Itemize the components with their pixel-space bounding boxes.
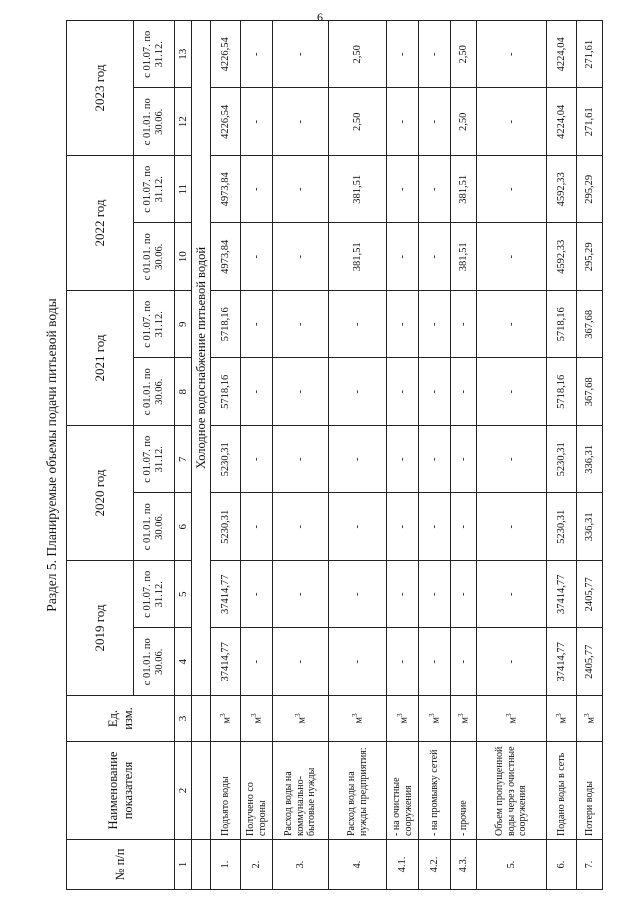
row-value: -: [387, 426, 419, 494]
section-row-spacer: [192, 696, 211, 742]
header-row-main: [67, 21, 134, 890]
row-value: 381,51: [329, 223, 387, 291]
row-value: 2,50: [451, 21, 477, 89]
row-value: -: [477, 291, 547, 359]
row-number: 4.: [329, 840, 387, 890]
row-value: -: [329, 628, 387, 696]
row-value: -: [273, 426, 329, 494]
row-unit: [547, 696, 577, 742]
column-number: 11: [175, 156, 192, 224]
row-name: Расход воды на коммунально-бытовые нужды: [273, 742, 329, 840]
row-value: 2,50: [329, 88, 387, 156]
row-value: -: [477, 628, 547, 696]
row-unit: [241, 696, 273, 742]
row-value: -: [273, 493, 329, 561]
unit-power: 3: [554, 713, 563, 717]
row-name: Подъято воды: [211, 742, 241, 840]
unit-power: 3: [350, 713, 359, 717]
row-value: 5718,16: [547, 291, 577, 359]
header-unit: Ед. изм.: [67, 696, 175, 742]
row-value: -: [387, 561, 419, 629]
table-row: [419, 21, 451, 890]
header-half-first: с 01.01. по 30.06.: [134, 88, 175, 156]
unit-symbol: м: [398, 716, 410, 724]
header-row-column-numbers: [175, 21, 192, 890]
table-row: [577, 21, 603, 890]
unit-symbol: м: [252, 716, 264, 724]
column-number: 7: [175, 426, 192, 494]
header-year-2019: 2019 год: [67, 561, 134, 696]
row-value: -: [273, 88, 329, 156]
row-value: 4224,04: [547, 88, 577, 156]
table-row: [329, 21, 387, 890]
row-value: 2,50: [329, 21, 387, 89]
table-row: [211, 21, 241, 890]
column-number: 1: [175, 840, 192, 890]
row-value: 2405,77: [577, 628, 603, 696]
row-value: 37414,77: [547, 561, 577, 629]
table-row: [477, 21, 547, 890]
row-value: -: [451, 426, 477, 494]
section-row-label: Холодное водоснабжение питьевой водой: [192, 21, 211, 696]
unit-symbol: м: [221, 716, 233, 724]
row-value: -: [273, 291, 329, 359]
row-number: 1.: [211, 840, 241, 890]
row-unit: [577, 696, 603, 742]
row-name: Получено со стороны: [241, 742, 273, 840]
row-value: -: [273, 21, 329, 89]
rotated-table-container: [38, 20, 598, 890]
row-value: -: [477, 21, 547, 89]
row-value: 2,50: [451, 88, 477, 156]
column-number: 5: [175, 561, 192, 629]
row-value: 5230,31: [211, 426, 241, 494]
header-year-2021: 2021 год: [67, 291, 134, 426]
row-value: -: [387, 156, 419, 224]
header-no: № п/п: [67, 840, 175, 890]
row-value: 2405,77: [577, 561, 603, 629]
row-value: 5718,16: [211, 358, 241, 426]
row-value: 4226,54: [211, 21, 241, 89]
water-supply-table: [66, 20, 603, 890]
row-value: -: [419, 21, 451, 89]
header-half-second: с 01.07. по 31.12.: [134, 561, 175, 629]
header-year-2022: 2022 год: [67, 156, 134, 291]
row-value: 4224,04: [547, 21, 577, 89]
row-name: Объем пропущенной воды через очистные сооружения: [477, 742, 547, 840]
header-half-second: с 01.07. по 31.12.: [134, 291, 175, 359]
column-number: 6: [175, 493, 192, 561]
row-value: -: [273, 223, 329, 291]
unit-symbol: м: [585, 716, 597, 724]
section-row-spacer: [192, 742, 211, 840]
row-number: 4.1.: [387, 840, 419, 890]
row-unit: [329, 696, 387, 742]
row-value: 4592,33: [547, 223, 577, 291]
column-number: 12: [175, 88, 192, 156]
row-value: -: [419, 561, 451, 629]
row-value: -: [451, 358, 477, 426]
row-value: -: [387, 493, 419, 561]
row-value: 5718,16: [211, 291, 241, 359]
row-number: 4.2.: [419, 840, 451, 890]
row-value: -: [477, 358, 547, 426]
row-unit: [419, 696, 451, 742]
row-value: -: [419, 493, 451, 561]
row-value: -: [477, 156, 547, 224]
unit-symbol: м: [296, 716, 308, 724]
header-half-first: с 01.01. по 30.06.: [134, 358, 175, 426]
unit-power: 3: [582, 713, 591, 717]
unit-power: 3: [218, 713, 227, 717]
unit-symbol: м: [557, 716, 569, 724]
row-value: -: [273, 358, 329, 426]
row-value: -: [451, 628, 477, 696]
row-value: -: [419, 628, 451, 696]
unit-symbol: м: [353, 716, 365, 724]
row-value: 367,68: [577, 358, 603, 426]
header-half-second: с 01.07. по 31.12.: [134, 21, 175, 89]
row-value: 4592,33: [547, 156, 577, 224]
row-name: - прочие: [451, 742, 477, 840]
header-year-2023: 2023 год: [67, 21, 134, 156]
column-number: 13: [175, 21, 192, 89]
header-year-2020: 2020 год: [67, 426, 134, 561]
row-value: -: [477, 223, 547, 291]
unit-symbol: м: [430, 716, 442, 724]
row-value: -: [241, 156, 273, 224]
section-title: Раздел 5. Планируемые объемы подачи питьевой воды: [44, 298, 59, 612]
row-value: -: [451, 561, 477, 629]
row-value: 5230,31: [547, 493, 577, 561]
table-row: [387, 21, 419, 890]
row-value: 271,61: [577, 21, 603, 89]
row-unit: [387, 696, 419, 742]
row-value: 37414,77: [211, 561, 241, 629]
column-number: 3: [175, 696, 192, 742]
unit-power: 3: [395, 713, 404, 717]
row-value: 381,51: [451, 156, 477, 224]
row-value: -: [241, 561, 273, 629]
row-name: Подано воды в сеть: [547, 742, 577, 840]
row-value: -: [387, 291, 419, 359]
row-unit: [273, 696, 329, 742]
row-number: 7.: [577, 840, 603, 890]
column-number: 2: [175, 742, 192, 840]
row-name: - на промывку сетей: [419, 742, 451, 840]
table-row: [547, 21, 577, 890]
unit-power: 3: [249, 713, 258, 717]
section-row-spacer: [192, 840, 211, 890]
row-value: -: [451, 291, 477, 359]
row-value: -: [273, 628, 329, 696]
row-value: -: [241, 426, 273, 494]
row-value: -: [387, 21, 419, 89]
row-number: 5.: [477, 840, 547, 890]
row-value: -: [241, 88, 273, 156]
row-value: -: [329, 358, 387, 426]
row-value: 4973,84: [211, 223, 241, 291]
row-value: 367,68: [577, 291, 603, 359]
column-number: 4: [175, 628, 192, 696]
table-row: [273, 21, 329, 890]
header-name: Наименование показателя: [67, 742, 175, 840]
row-value: -: [387, 358, 419, 426]
table-row: [451, 21, 477, 890]
row-value: -: [419, 223, 451, 291]
row-value: -: [419, 156, 451, 224]
column-number: 8: [175, 358, 192, 426]
row-value: -: [329, 291, 387, 359]
row-value: -: [451, 493, 477, 561]
header-half-first: с 01.01. по 30.06.: [134, 493, 175, 561]
row-name: Потери воды: [577, 742, 603, 840]
row-value: -: [329, 561, 387, 629]
table-row: [241, 21, 273, 890]
unit-symbol: м: [507, 716, 519, 724]
row-value: -: [241, 21, 273, 89]
row-unit: [211, 696, 241, 742]
row-value: -: [477, 426, 547, 494]
row-number: 2.: [241, 840, 273, 890]
row-value: 381,51: [451, 223, 477, 291]
row-value: -: [273, 156, 329, 224]
row-value: 295,29: [577, 223, 603, 291]
row-value: 37414,77: [547, 628, 577, 696]
section-row: [192, 21, 211, 890]
page-number: 6: [317, 10, 323, 24]
row-value: -: [329, 493, 387, 561]
row-value: -: [273, 561, 329, 629]
row-value: 4226,54: [211, 88, 241, 156]
unit-power: 3: [427, 713, 436, 717]
header-half-first: с 01.01. по 30.06.: [134, 628, 175, 696]
row-value: 5230,31: [547, 426, 577, 494]
row-value: -: [419, 358, 451, 426]
row-value: 4973,84: [211, 156, 241, 224]
row-number: 4.3.: [451, 840, 477, 890]
row-value: 295,29: [577, 156, 603, 224]
row-name: Расход воды на нужды предприятия:: [329, 742, 387, 840]
row-unit: [477, 696, 547, 742]
row-value: -: [477, 493, 547, 561]
row-value: -: [387, 88, 419, 156]
column-number: 9: [175, 291, 192, 359]
row-value: -: [419, 291, 451, 359]
row-value: -: [387, 628, 419, 696]
row-value: 381,51: [329, 156, 387, 224]
row-value: -: [419, 88, 451, 156]
row-value: -: [241, 223, 273, 291]
row-value: -: [387, 223, 419, 291]
unit-symbol: м: [459, 716, 471, 724]
unit-power: 3: [504, 713, 513, 717]
unit-power: 3: [293, 713, 302, 717]
row-value: -: [329, 426, 387, 494]
row-value: -: [477, 561, 547, 629]
row-value: 336,31: [577, 493, 603, 561]
row-number: 3.: [273, 840, 329, 890]
row-value: 271,61: [577, 88, 603, 156]
row-value: -: [419, 426, 451, 494]
row-value: 5718,16: [547, 358, 577, 426]
row-value: -: [241, 493, 273, 561]
header-half-second: с 01.07. по 31.12.: [134, 426, 175, 494]
row-unit: [451, 696, 477, 742]
row-value: 37414,77: [211, 628, 241, 696]
row-name: - на очистные сооружения: [387, 742, 419, 840]
column-number: 10: [175, 223, 192, 291]
row-value: -: [241, 291, 273, 359]
row-number: 6.: [547, 840, 577, 890]
unit-power: 3: [456, 713, 465, 717]
row-value: -: [241, 358, 273, 426]
header-half-first: с 01.01. по 30.06.: [134, 223, 175, 291]
row-value: -: [241, 628, 273, 696]
row-value: -: [477, 88, 547, 156]
row-value: 5230,31: [211, 493, 241, 561]
header-half-second: с 01.07. по 31.12.: [134, 156, 175, 224]
row-value: 336,31: [577, 426, 603, 494]
